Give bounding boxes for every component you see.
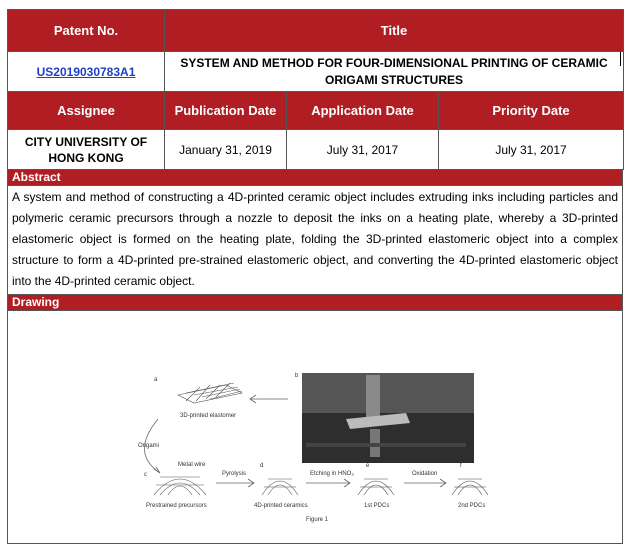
origami-label: Origami (138, 443, 160, 449)
assignee-line-2: HONG KONG (48, 150, 124, 165)
etching-label: Etching in HNO₃ (310, 471, 354, 477)
application-date-value: July 31, 2017 (287, 130, 439, 170)
pyrolysis-label: Pyrolysis (222, 471, 247, 477)
arrow-oxidation-icon (404, 479, 446, 487)
panel-a-label: a (154, 377, 158, 383)
elastomer-label: 3D-printed elastomer (180, 413, 237, 419)
figure-caption: Figure 1 (306, 517, 329, 523)
panel-c-label: c (144, 472, 147, 478)
panel-e-label: e (366, 463, 370, 469)
metal-wire-label: Metal wire (178, 462, 206, 468)
publication-date-value: January 31, 2019 (165, 130, 287, 170)
arrow-b-to-a-icon (250, 395, 288, 403)
panel-b-label: b (295, 373, 299, 379)
drawing-area (7, 311, 623, 544)
title-header: Title (165, 10, 624, 52)
patent-title (165, 52, 624, 92)
pdc2-label: 2nd PDCs (458, 503, 486, 509)
priority-date-value: July 31, 2017 (439, 130, 624, 170)
patent-sheet (7, 9, 623, 544)
panel-d-label: d (260, 463, 264, 469)
elastomer-lattice-icon (178, 383, 242, 403)
patent-title-line-1: SYSTEM AND METHOD FOR FOUR-DIMENSIONAL PRINTING OF CERAMIC (180, 55, 608, 70)
patent-title-line-2: ORIGAMI STRUCTURES (325, 72, 464, 87)
assignee-header: Assignee (8, 92, 165, 130)
patent-figure (130, 363, 500, 523)
abstract-text: A system and method of constructing a 4D-printed ceramic object includes extruding inks including particles and polymeric ceramic precursors through a nozzle to deposit the inks on a heating plate, whereby a 3D-printed elastomeric object is formed on the heating plate, folding the 3D-printed elastomeric object into a complex structure to form a 4D-printed pre-strained elastomeric object, and converting the 4D-printed elastomeric object into the 4D-printed ceramic object. (7, 186, 623, 295)
assignee-value (8, 130, 165, 170)
arrow-etching-icon (306, 479, 350, 487)
application-date-header: Application Date (287, 92, 439, 130)
patent-info-table (7, 9, 624, 170)
assignee-line-1: CITY UNIVERSITY OF (24, 134, 148, 149)
priority-date-header: Priority Date (439, 92, 624, 130)
patent-number-cell (8, 52, 165, 92)
oxidation-label: Oxidation (412, 471, 438, 477)
arrow-pyrolysis-icon (216, 479, 254, 487)
patent-number-link[interactable]: US2019030783A1 (36, 64, 136, 79)
ceramics-label: 4D-printed ceramics (254, 503, 308, 509)
prestrained-label: Prestrained precursors (146, 503, 207, 509)
panel-f-label: f (460, 463, 462, 469)
pdc1-label: 1st PDCs (364, 503, 390, 509)
ceramic-structure-icon (262, 479, 298, 495)
pdc-second-icon (452, 479, 488, 495)
patent-no-header: Patent No. (8, 10, 165, 52)
prestrained-structure-icon (154, 477, 206, 495)
text-cursor (620, 52, 621, 66)
printer-photo (302, 373, 474, 463)
drawing-header: Drawing (7, 295, 623, 311)
pdc-first-icon (358, 479, 394, 495)
abstract-header: Abstract (7, 170, 623, 186)
publication-date-header: Publication Date (165, 92, 287, 130)
